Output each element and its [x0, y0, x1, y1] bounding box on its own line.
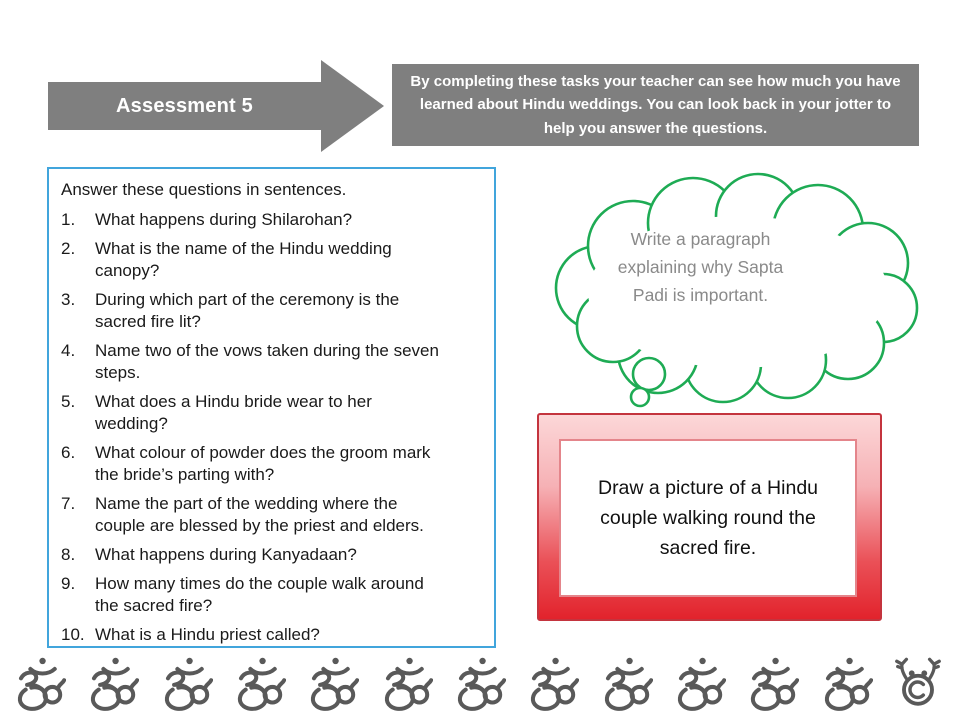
- question-item: [61, 391, 486, 435]
- om-icon: [593, 654, 653, 712]
- question-text: Name two of the vows taken during the seven steps.: [95, 341, 439, 382]
- question-item: [61, 573, 486, 617]
- question-item: [61, 209, 486, 231]
- question-number: 9.: [61, 574, 76, 593]
- question-number: 4.: [61, 341, 76, 360]
- om-icon: [813, 654, 873, 712]
- om-border-row: [0, 652, 960, 714]
- draw-task-box: [537, 413, 882, 621]
- om-icon: [666, 654, 726, 712]
- om-icon: [79, 654, 139, 712]
- om-icon: [373, 654, 433, 712]
- question-text: During which part of the ceremony is the sacred fire lit?: [95, 290, 400, 331]
- question-number: 1.: [61, 210, 76, 229]
- question-number: 8.: [61, 545, 76, 564]
- question-number: 7.: [61, 494, 76, 513]
- info-box: [392, 64, 919, 146]
- question-number: 10.: [61, 625, 85, 644]
- question-text: What does a Hindu bride wear to her wedding?: [95, 392, 372, 433]
- question-number: 6.: [61, 443, 76, 462]
- question-text: Name the part of the wedding where the couple are blessed by the priest and elders.: [95, 494, 424, 535]
- page-title: Assessment 5: [116, 94, 253, 117]
- info-box-text: By completing these tasks your teacher can see how much you have learned about Hindu weddings. You can look back in your jotter to help you answer the questions.: [410, 73, 901, 137]
- om-icon: [6, 654, 66, 712]
- question-number: 2.: [61, 239, 76, 258]
- draw-task-text: Draw a picture of a Hindu couple walking round the sacred fire.: [597, 477, 819, 559]
- question-text: What is a Hindu priest called?: [95, 625, 320, 644]
- question-item: [61, 340, 486, 384]
- question-number: 5.: [61, 392, 76, 411]
- draw-task-inner-box: [559, 439, 857, 597]
- om-icon: [519, 654, 579, 712]
- om-icon: [226, 654, 286, 712]
- om-icon: [739, 654, 799, 712]
- question-item: [61, 493, 486, 537]
- om-icon: [446, 654, 506, 712]
- question-text: How many times do the couple walk around the sacred fire?: [95, 574, 424, 615]
- questions-intro: Answer these questions in sentences.: [61, 180, 347, 199]
- question-text: What happens during Shilarohan?: [95, 210, 353, 229]
- question-text: What is the name of the Hindu wedding canopy?: [95, 239, 392, 280]
- question-number: 3.: [61, 290, 76, 309]
- question-item: [61, 544, 486, 566]
- thought-bubble-text: Write a paragraph explaining why Sapta Padi is important.: [617, 229, 784, 305]
- assessment-arrow: [48, 82, 321, 130]
- question-text: What colour of powder does the groom mark the bride’s parting with?: [95, 443, 431, 484]
- om-icon: [299, 654, 359, 712]
- arrow-head-shape: [321, 60, 384, 152]
- moose-copyright-icon: [886, 654, 950, 712]
- question-text: What happens during Kanyadaan?: [95, 545, 357, 564]
- question-item: [61, 289, 486, 333]
- question-item: [61, 442, 486, 486]
- om-icon: [153, 654, 213, 712]
- question-item: [61, 238, 486, 282]
- questions-box: [47, 167, 496, 648]
- question-item: [61, 624, 486, 646]
